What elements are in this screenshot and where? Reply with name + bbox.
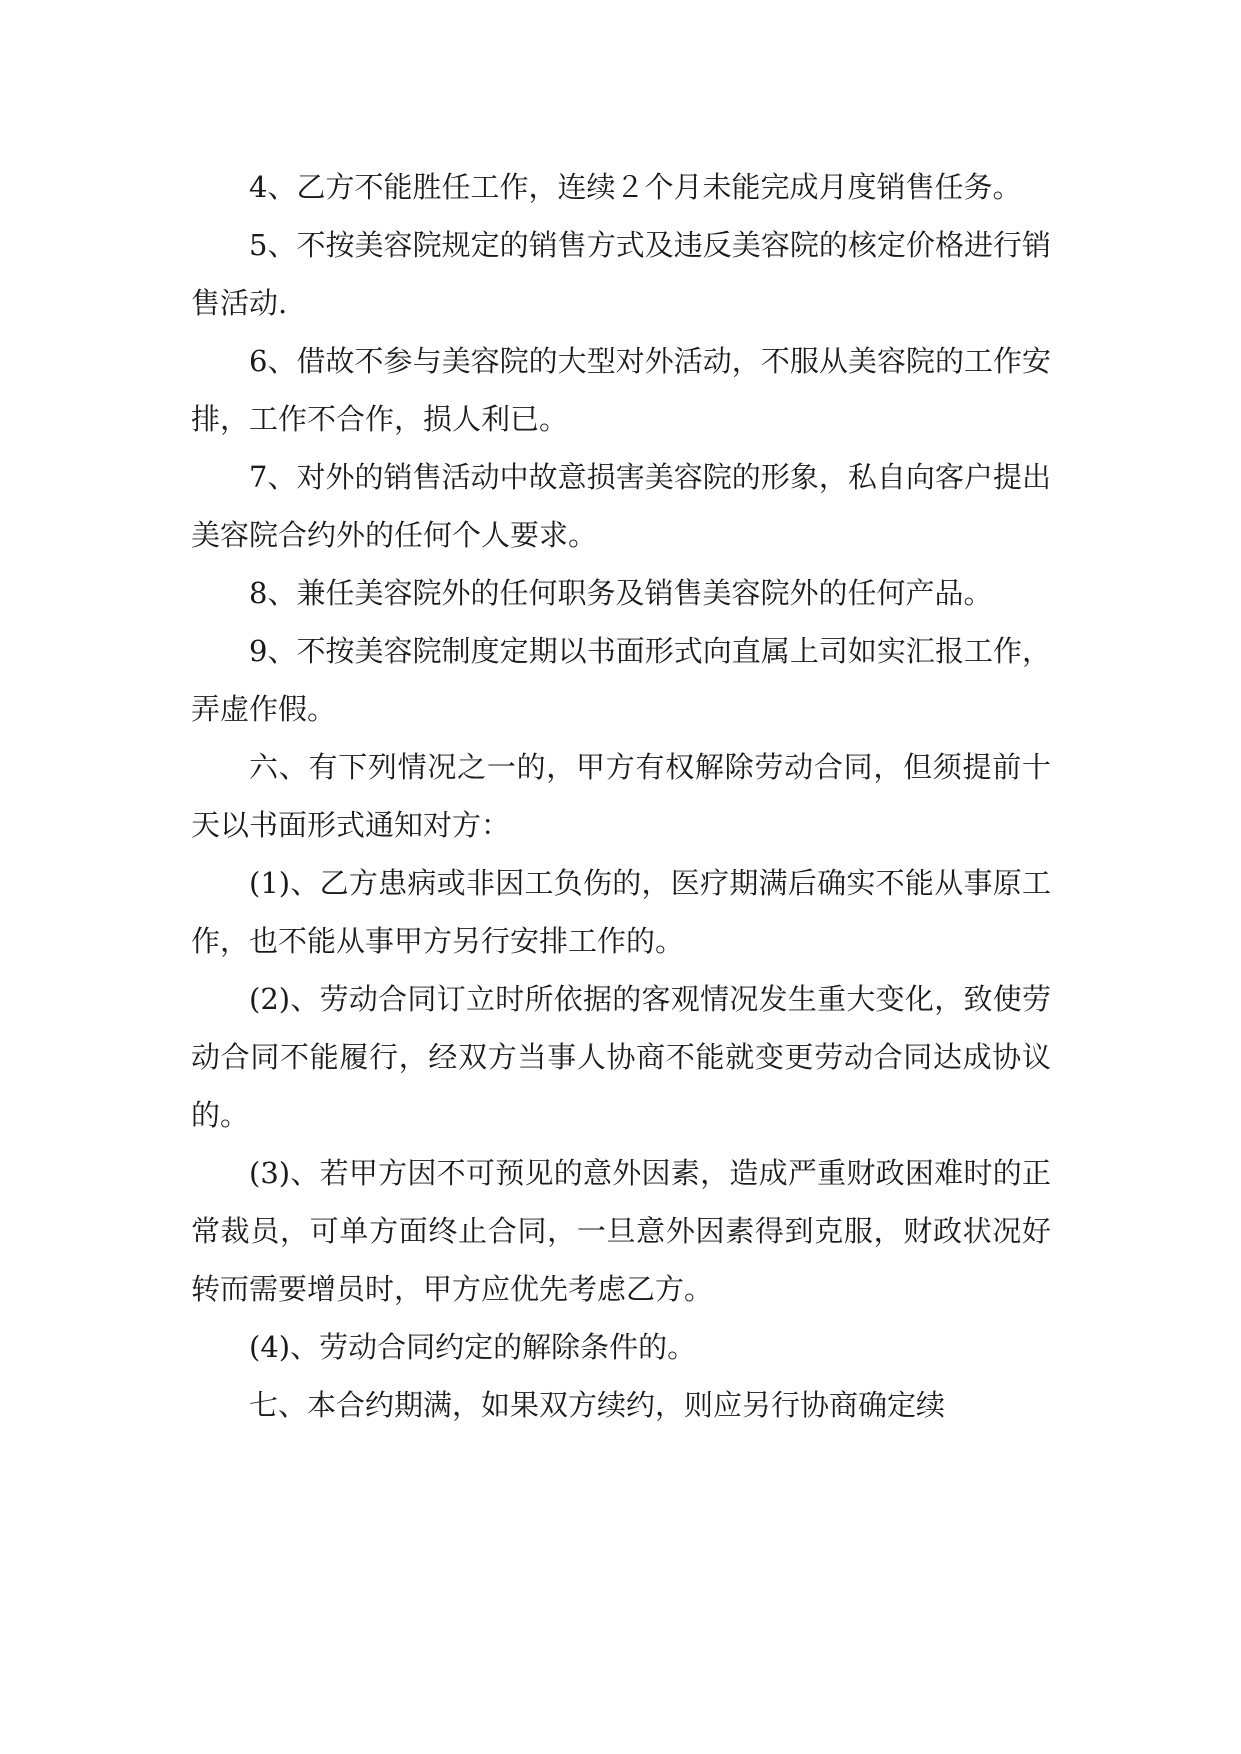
paragraph-item-4: 4、乙方不能胜任工作，连续２个月未能完成月度销售任务。 [249,170,1022,204]
document-body [191,158,1051,1434]
paragraph-item-5: 5、不按美容院规定的销售方式及违反美容院的核定价格进行销售活动. [191,228,1051,320]
section-seven-heading: 七、本合约期满，如果双方续约，则应另行协商确定续 [249,1388,946,1422]
section-six-heading: 六、有下列情况之一的，甲方有权解除劳动合同，但须提前十天以书面形式通知对方： [191,750,1051,842]
section-six-clause-4: (4)、劳动合同约定的解除条件的。 [249,1330,697,1364]
paragraph-item-6: 6、借故不参与美容院的大型对外活动，不服从美容院的工作安排，工作不合作，损人利已。 [191,344,1051,436]
section-six-clause-2: (2)、劳动合同订立时所依据的客观情况发生重大变化，致使劳动合同不能履行，经双方当事人协商不能就变更劳动合同达成协议的。 [191,982,1051,1132]
section-six-clause-1: (1)、乙方患病或非因工负伤的，医疗期满后确实不能从事原工作，也不能从事甲方另行安排工作的。 [191,866,1051,958]
paragraph-item-9: 9、不按美容院制度定期以书面形式向直属上司如实汇报工作，弄虚作假。 [191,634,1051,726]
paragraph-item-7: 7、对外的销售活动中故意损害美容院的形象，私自向客户提出美容院合约外的任何个人要求。 [191,460,1051,552]
section-six-clause-3: (3)、若甲方因不可预见的意外因素，造成严重财政困难时的正常裁员，可单方面终止合同，一旦意外因素得到克服，财政状况好转而需要增员时，甲方应优先考虑乙方。 [191,1156,1051,1306]
paragraph-item-8: 8、兼任美容院外的任何职务及销售美容院外的任何产品。 [249,576,993,610]
